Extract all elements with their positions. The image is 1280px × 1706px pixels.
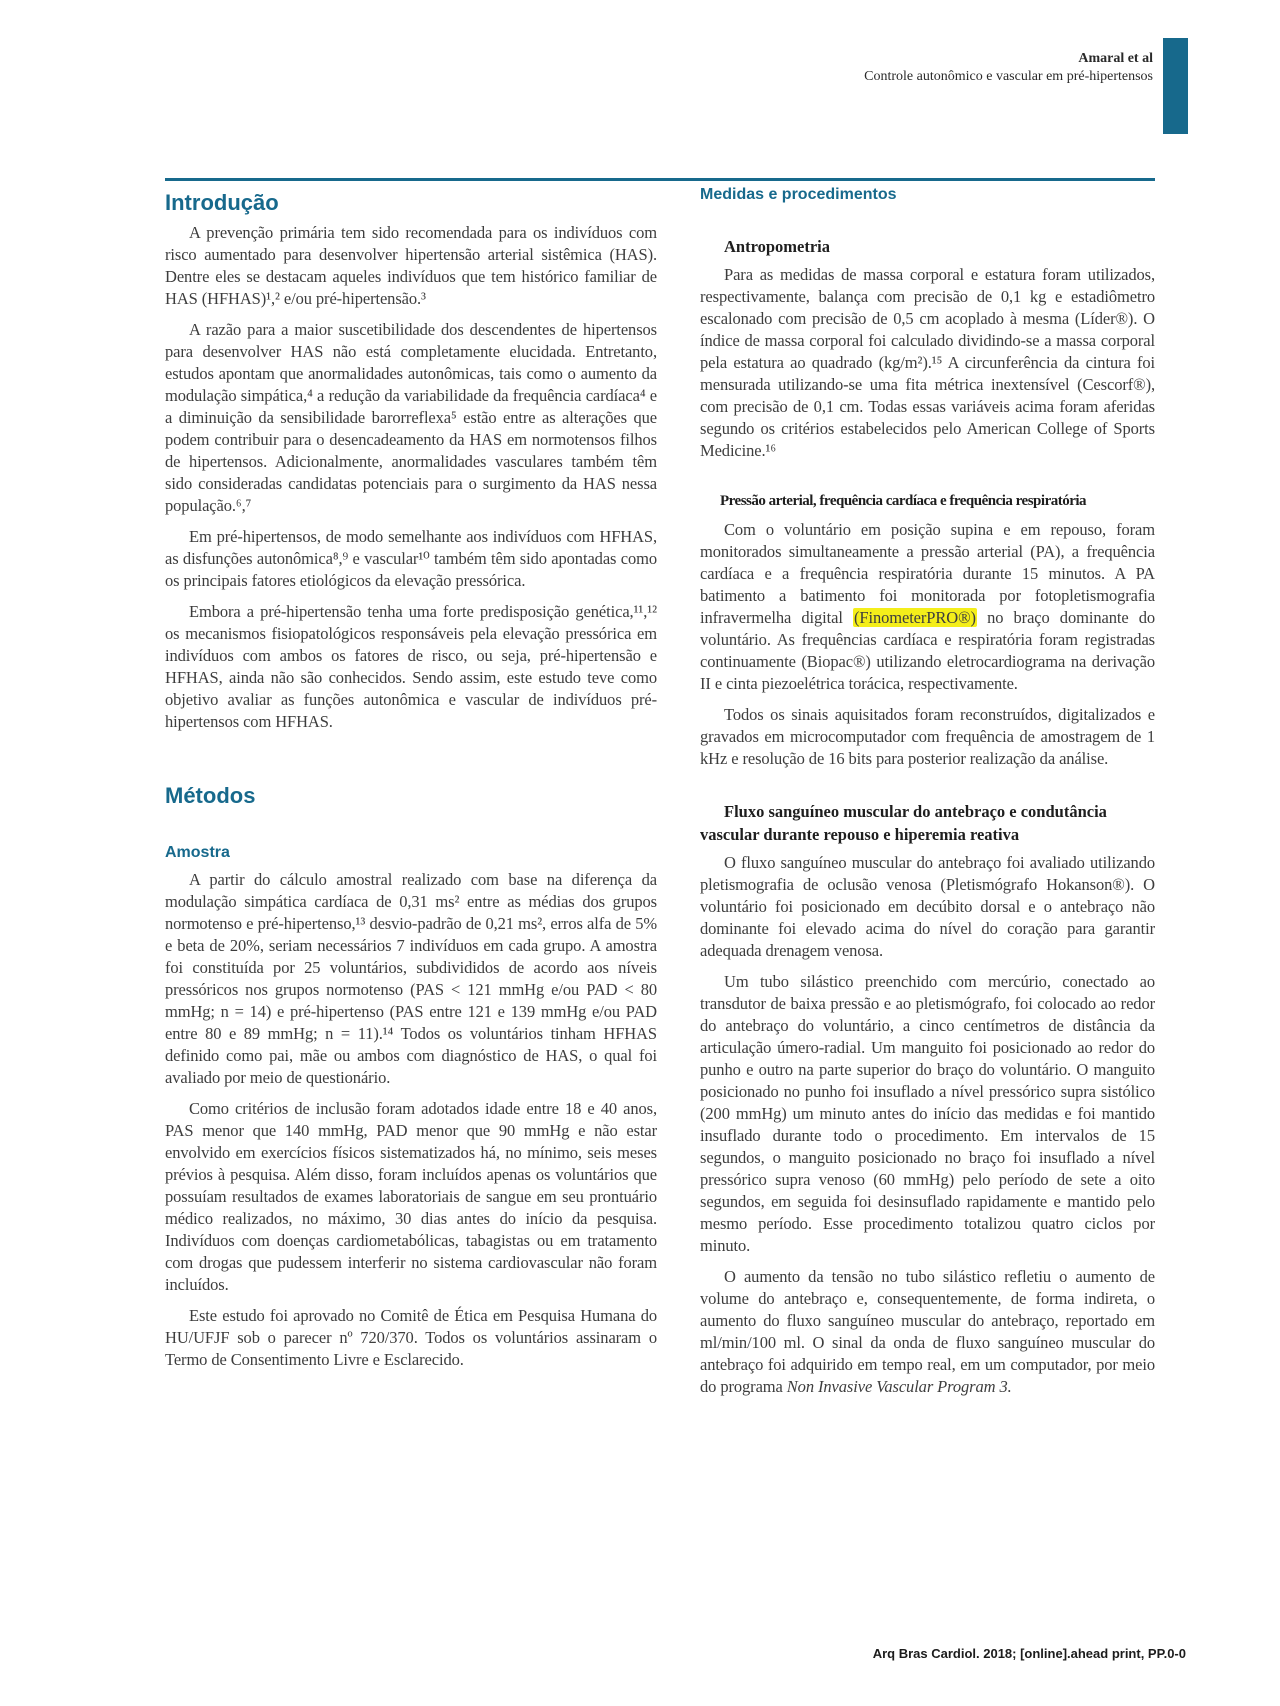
subheading-pressao-arterial: Pressão arterial, frequência cardíaca e frequência respiratória bbox=[720, 493, 1087, 509]
paragraph-intro-4: Embora a pré-hipertensão tenha uma forte predisposição genética,¹¹,¹² os mecanismos fisiopatológicos responsáveis pela elevação pressórica em indivíduos com ambos os fatores de risco, ou seja, pré-hipertensão e HFHAS, ainda não são conhecidos. Sendo assim, este estudo teve como objetivo avaliar as funções autonômica e vascular de indivíduos pré-hipertensos com HFHAS. bbox=[165, 602, 657, 731]
paragraph-pressao-1 bbox=[700, 519, 1155, 695]
accent-bar bbox=[1163, 38, 1188, 134]
text-segment: no braço dominante do voluntário. As frequências cardíaca e respiratória foram registradas continuamente (Biopac®) utilizando eletrocardiograma na derivação II e cinta piezoelétrica torácica, respectivamente. bbox=[700, 608, 1155, 693]
left-column bbox=[165, 181, 657, 1371]
paragraph-amostra-2: Como critérios de inclusão foram adotados idade entre 18 e 40 anos, PAS menor que 140 mmHg, PAD menor que 90 mmHg e não estar envolvido em exercícios físicos sistematizados há, no mínimo, seis meses prévios à pesquisa. Além disso, foram incluídos apenas os voluntários que possuíam resultados de exames laboratoriais de sangue em seu prontuário médico realizados, no máximo, 30 dias antes do início da pesquisa. Indivíduos com doenças cardiometabólicas, tabagistas ou em tratamento com drogas que pudessem interferir no sistema cardiovascular não foram incluídos. bbox=[165, 1099, 657, 1294]
heading-introducao: Introdução bbox=[165, 190, 279, 215]
italic-text: Non Invasive Vascular Program 3 bbox=[786, 1377, 1008, 1396]
paragraph-amostra-3: Este estudo foi aprovado no Comitê de Ética em Pesquisa Humana do HU/UFJF sob o parecer nº 720/370. Todos os voluntários assinaram o Termo de Consentimento Livre e Esclarecido. bbox=[165, 1306, 657, 1369]
running-head bbox=[864, 38, 1188, 134]
paragraph-amostra-1: A partir do cálculo amostral realizado com base na diferença da modulação simpática cardíaca de 0,31 ms² entre as médias dos grupos normotenso e pré-hipertenso,¹³ desvio-padrão de 0,21 ms², erros alfa de 5% e beta de 20%, seriam necessários 7 indivíduos em cada grupo. A amostra foi constituída por 25 voluntários, subdivididos de acordo aos níveis pressóricos nos grupos normotenso (PAS < 121 mmHg e/ou PAD < 80 mmHg; n = 14) e pré-hipertenso (PAS entre 121 e 139 mmHg e/ou PAD entre 80 e 89 mmHg; n = 11).¹⁴ Todos os voluntários tinham HFHAS definido como pai, mãe ou ambos com diagnóstico de HAS, o qual foi avaliado por meio de questionário. bbox=[165, 870, 657, 1087]
paragraph-intro-1: A prevenção primária tem sido recomendada para os indivíduos com risco aumentado para desenvolver hipertensão arterial sistêmica (HAS). Dentre eles se destacam aqueles indivíduos que tem histórico familiar de HAS (HFHAS)¹,² e/ou pré-hipertensão.³ bbox=[165, 223, 657, 308]
italic-text: . bbox=[1007, 1377, 1012, 1396]
page-footer-citation: Arq Bras Cardiol. 2018; [online].ahead print, PP.0-0 bbox=[872, 1646, 1186, 1661]
running-head-title: Controle autonômico e vascular em pré-hipertensos bbox=[864, 69, 1153, 84]
highlighted-text: (FinometerPRO®) bbox=[853, 608, 976, 627]
subheading-medidas-procedimentos: Medidas e procedimentos bbox=[700, 186, 897, 203]
paragraph-fluxo-2: Um tubo silástico preenchido com mercúrio, conectado ao transdutor de baixa pressão e ao pletismógrafo, foi colocado ao redor do antebraço do voluntário, a cinco centímetros de distância da articulação úmero-radial. Um manguito foi posicionado ao redor do punho e outro na parte superior do braço do voluntário. O manguito posicionado no punho foi insuflado a nível pressórico supra sistólico (200 mmHg) um minuto antes do início das medidas e foi mantido insuflado durante todo o procedimento. Em intervalos de 15 segundos, o manguito posicionado no braço foi insuflado a nível pressórico supra venoso (60 mmHg) pelo período de sete a oito segundos, em seguida foi desinsuflado rapidamente e mantido pelo mesmo período. Esse procedimento totalizou quatro ciclos por minuto. bbox=[700, 972, 1155, 1255]
running-head-author: Amaral et al bbox=[1078, 51, 1153, 66]
running-head-text bbox=[864, 38, 1153, 86]
paragraph-intro-3: Em pré-hipertensos, de modo semelhante aos indivíduos com HFHAS, as disfunções autonômica⁸,⁹ e vascular¹⁰ também têm sido apontadas como os principais fatores etiológicos da elevação pressórica. bbox=[165, 527, 657, 590]
right-column bbox=[700, 181, 1155, 1398]
paragraph-antropometria-1: Para as medidas de massa corporal e estatura foram utilizados, respectivamente, balança com precisão de 0,1 kg e estadiômetro escalonado com precisão de 0,5 cm acoplado à mesma (Líder®). O índice de massa corporal foi calculado dividindo-se a massa corporal pela estatura ao quadrado (kg/m²).¹⁵ A circunferência da cintura foi mensurada utilizando-se uma fita métrica inextensível (Cescorf®), com precisão de 0,1 cm. Todas essas variáveis acima foram aferidas segundo os critérios estabelecidos pelo American College of Sports Medicine.¹⁶ bbox=[700, 265, 1155, 460]
paragraph-intro-2: A razão para a maior suscetibilidade dos descendentes de hipertensos para desenvolver HAS não está completamente elucidada. Entretanto, estudos apontam que anormalidades autonômicas, tais como o aumento da modulação simpática,⁴ a redução da variabilidade da frequência cardíaca⁴ e a diminuição da sensibilidade barorreflexa⁵ estão entre as alterações que podem contribuir para o desencadeamento da HAS em normotensos filhos de hipertensos. Adicionalmente, anormalidades vasculares também têm sido consideradas candidatas potenciais para o surgimento da HAS nessa população.⁶,⁷ bbox=[165, 320, 657, 515]
paragraph-fluxo-3 bbox=[700, 1266, 1155, 1398]
subheading-fluxo-sanguineo: Fluxo sanguíneo muscular do antebraço e condutância vascular durante repouso e hiperemia reativa bbox=[700, 802, 1107, 844]
paragraph-fluxo-1: O fluxo sanguíneo muscular do antebraço foi avaliado utilizando pletismografia de oclusão venosa (Pletismógrafo Hokanson®). O voluntário foi posicionado em decúbito dorsal e o antebraço não dominante foi elevado acima do nível do coração para garantir adequada drenagem venosa. bbox=[700, 853, 1155, 960]
subheading-antropometria: Antropometria bbox=[724, 237, 831, 256]
text-segment: O aumento da tensão no tubo silástico refletiu o aumento de volume do antebraço e, consequentemente, de forma indireta, o aumento do fluxo sanguíneo muscular do antebraço, reportado em ml/min/100 ml. O sinal da onda de fluxo sanguíneo muscular do antebraço foi adquirido em tempo real, em um computador, por meio do programa bbox=[700, 1267, 1155, 1396]
heading-metodos: Métodos bbox=[165, 783, 256, 808]
subheading-amostra: Amostra bbox=[165, 844, 230, 861]
paragraph-pressao-2: Todos os sinais aquisitados foram reconstruídos, digitalizados e gravados em microcomputador com frequência de amostragem de 1 kHz e resolução de 16 bits para posterior realização da análise. bbox=[700, 705, 1155, 768]
text-segment: Com o voluntário em posição supina e em repouso, foram monitorados simultaneamente a pressão arterial (PA), a frequência cardíaca e a frequência respiratória durante 15 minutos. A PA batimento a batimento foi monitorada por fotopletismografia infravermelha digital bbox=[700, 520, 1155, 627]
